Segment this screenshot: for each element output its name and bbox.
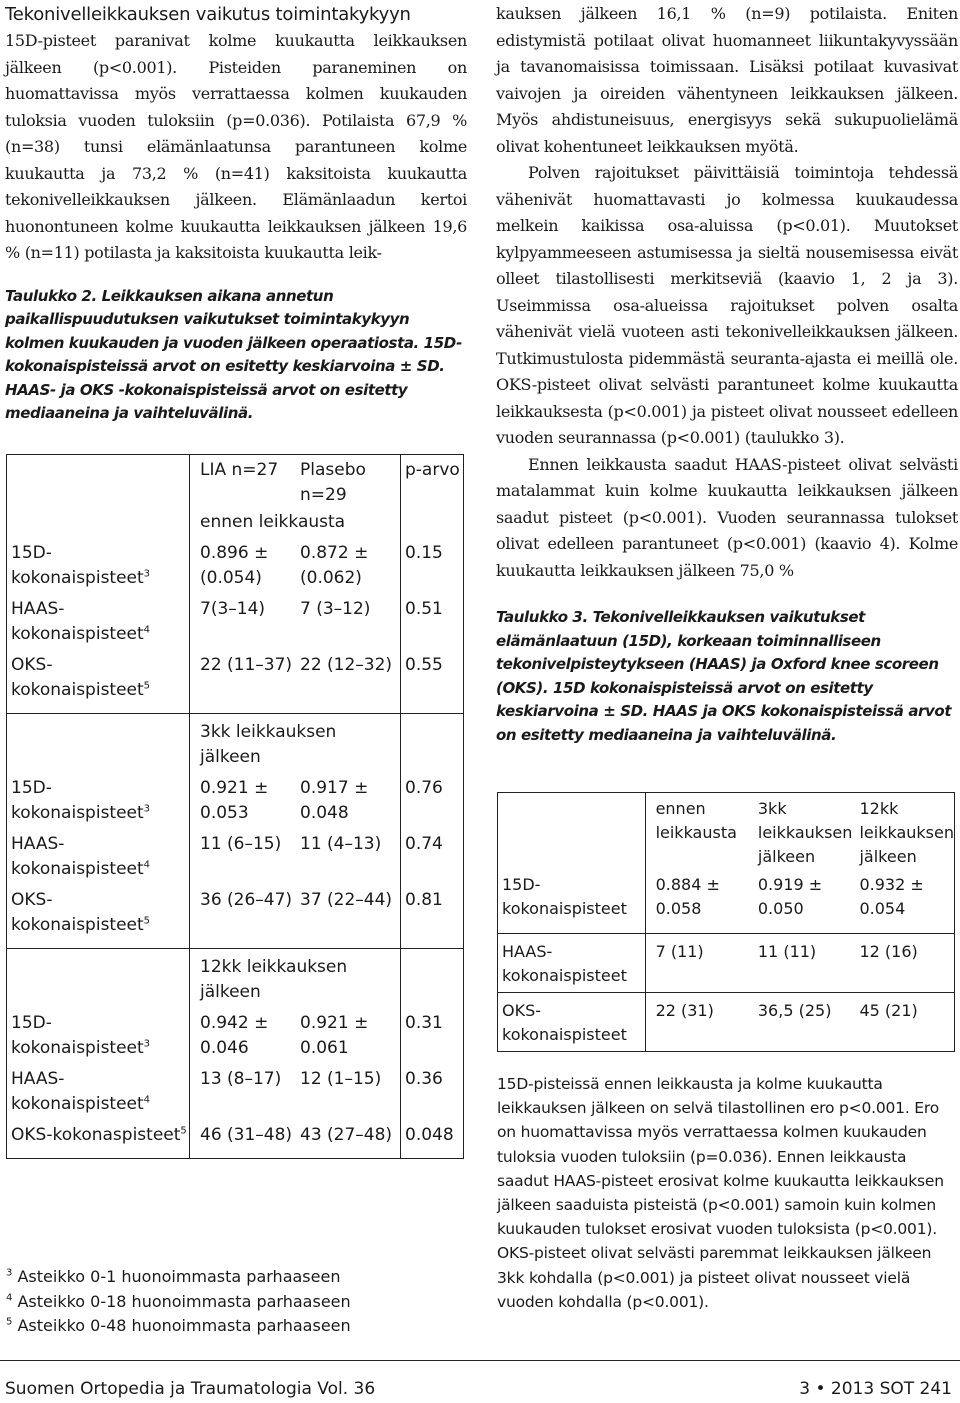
footnote-ref: 5 (180, 1125, 187, 1137)
table2-caption (5, 285, 467, 426)
table-row (498, 993, 955, 1052)
column-header: 3kk leikkauksen jälkeen (757, 799, 853, 866)
footnote-number: 5 (6, 1316, 13, 1328)
table2-group-row (7, 949, 464, 1006)
table2-header-row (7, 455, 464, 509)
p-value: 0.55 (401, 647, 464, 714)
header-empty (498, 793, 646, 870)
footnote-number: 4 (6, 1292, 13, 1304)
row-label: 15D-kokonaispisteet (498, 869, 646, 934)
row-label (7, 535, 190, 591)
footnote-line (6, 1265, 351, 1290)
row-label (7, 591, 190, 647)
p-value: 0.31 (401, 1005, 464, 1061)
journal-name: Suomen Ortopedia ja Traumatologia Vol. 36 (5, 1379, 376, 1399)
lia-value: 0.896 ± (0.054) (200, 543, 269, 588)
p-value: 0.048 (401, 1117, 464, 1159)
row-name: HAAS-kokonaispisteet (11, 599, 144, 644)
header-lia: LIA n=27 (200, 460, 279, 480)
p-value: 0.76 (401, 770, 464, 826)
footnote-text: Asteikko 0-18 huonoimmasta parhaaseen (17, 1291, 351, 1311)
table-2 (6, 454, 464, 1159)
page-footer (0, 1360, 960, 1403)
header-p-value: p-arvo (401, 455, 464, 509)
lia-value: 22 (11–37) (200, 655, 293, 675)
footnote-ref: 3 (143, 1038, 151, 1050)
table2-caption-label: Taulukko 2. (5, 286, 97, 305)
table3-caption (496, 606, 958, 747)
body-paragraph: 15D-pisteet paranivat kolme kuukautta leikkauksen jälkeen (p<0.001). Pisteiden paraneminen on huomattavissa myös verrattaessa kolmen kuukauden tuloksia vuoden tuloksiin (p=0.036). Potilaista 67,9 % (n=38) tunsi elämänlaatunsa parantuneen kolme kuukautta ja 73,2 % (n=41) kaksitoista kuukautta tekonivelleikkauksen jälkeen. Elämänlaadun kertoi huonontuneen kolme kuukautta leikkauksen jälkeen 19,6 % (n=11) potilasta ja kaksitoista kuukautta leik- (5, 31, 467, 262)
cell-value: 22 (31) (645, 993, 758, 1052)
table-row (7, 591, 464, 647)
p-value: 0.36 (401, 1061, 464, 1117)
row-name: 15D-kokonaispisteet (11, 778, 144, 823)
table2-caption-text: Leikkauksen aikana annetun paikallispuudutuksen vaikutukset toimintakykyyn kolmen kuukauden ja vuoden jälkeen operaatiosta. 15D-kokonaispisteissä arvot on esitetty keskiarvoina ± SD. HAAS- ja OKS -kokonaispisteissä arvot on esitetty mediaaneina ja vaihteluvälinä. (5, 286, 462, 422)
section-heading: Tekonivelleikkauksen vaikutus toimintakykyyn (5, 4, 411, 25)
group-label: 3kk leikkauksen jälkeen (190, 714, 401, 771)
table3-header-row (498, 793, 955, 870)
group-label: 12kk leikkauksen jälkeen (190, 949, 401, 1006)
row-label: OKS-kokonaispisteet (498, 993, 646, 1052)
group-label-empty (7, 714, 190, 771)
row-name: 15D-kokonaispisteet (11, 1013, 144, 1058)
cell-value: 12 (16) (857, 934, 954, 993)
table2-group-row (7, 508, 464, 535)
row-name: OKS-kokonaspisteet (11, 1125, 181, 1145)
group-label-empty (7, 508, 190, 535)
body-paragraph: Polven rajoitukset päivittäisiä toimintoja tehdessä vähenivät huomattavasti jo kolmessa kuukaudessa melkein kaikissa osa-aluissa (p<0.01). Muutokset kylpyammeeseen astumisessa ja sieltä nousemisessa eivät olleet tilastollisesti merkitseviä (kaavio 1, 2 ja 3). Useimmissa osa-alueissa rajoitukset polven osalta vähenivät vielä vuoteen asti tekonivelleikkauksen jälkeen. Tutkimustulosta pidemmästä seuranta-ajasta ei meillä ole. OKS-pisteet olivat selvästi parantuneet kolme kuukautta leikkauksesta (p<0.001) ja pisteet olivat nousseet edelleen vuoden seurannassa (p<0.001) (taulukko 3). (496, 163, 958, 447)
header-empty (7, 455, 190, 509)
group-label-empty (7, 949, 190, 1006)
row-label (7, 882, 190, 949)
table2-footnotes (6, 1265, 351, 1339)
row-name: HAAS-kokonaispisteet (11, 1069, 144, 1114)
footnote-line (6, 1290, 351, 1315)
group-p-empty (401, 714, 464, 771)
plasebo-value: 0.872 ± (0.062) (300, 543, 369, 588)
table-row (7, 647, 464, 714)
table-row (7, 1117, 464, 1159)
p-value: 0.51 (401, 591, 464, 647)
table-row (7, 770, 464, 826)
table3-caption-label: Taulukko 3. (496, 608, 588, 626)
plasebo-value: 0.917 ± 0.048 (300, 778, 369, 823)
table-row (498, 869, 955, 934)
table3-caption-text: Tekonivelleikkauksen vaikutukset elämänlaatuun (15D), korkeaan toiminnalliseen tekonivelpisteytykseen (HAAS) ja Oxford knee scoreen (OKS). 15D kokonaispisteissä arvot on esitetty keskiarvoina ± SD. HAAS ja OKS kokonaispisteissä arvot on esitetty mediaaneina ja vaihteluvälinä. (496, 608, 952, 744)
cell-value: 0.919 ± 0.050 (757, 875, 823, 918)
plasebo-value: 12 (1–15) (300, 1069, 382, 1089)
table-row (7, 535, 464, 591)
table-3 (497, 792, 955, 1052)
row-label (7, 1117, 190, 1159)
row-label: HAAS-kokonaispisteet (498, 934, 646, 993)
right-column (496, 0, 958, 747)
lia-value: 0.942 ± 0.046 (200, 1013, 269, 1058)
footnote-ref: 5 (143, 680, 151, 692)
footnote-number: 3 (6, 1267, 13, 1279)
body-paragraph: kauksen jälkeen 16,1 % (n=9) potilaista. Eniten edistymistä potilaat olivat huomanneet liikuntakyvyssään ja tavanomaisissa toimissaan. Lisäksi potilaat kuvasivat vaivojen ja oireiden vähentyneen leikkauksen jälkeen. Myös ahdistuneisuus, energisyys sekä sukupuolielämä olivat kohentuneet leikkauksen myötä. (496, 4, 958, 156)
p-value: 0.81 (401, 882, 464, 949)
cell-value: 0.932 ± 0.054 (859, 875, 924, 918)
footnote-line (6, 1314, 351, 1339)
footnote-ref: 3 (143, 568, 151, 580)
table-row (7, 1005, 464, 1061)
plasebo-value: 7 (3–12) (300, 599, 371, 619)
header-plasebo: Plasebo n=29 (300, 460, 366, 505)
row-label (7, 647, 190, 714)
table2-group-row (7, 714, 464, 771)
row-label (7, 1061, 190, 1117)
table-row (498, 934, 955, 993)
table-row (7, 826, 464, 882)
plasebo-value: 37 (22–44) (300, 890, 393, 910)
lia-value: 36 (26–47) (200, 890, 293, 910)
cell-value: 36,5 (25) (758, 993, 858, 1052)
column-header: 12kk leikkauksen jälkeen (859, 799, 954, 866)
footnote-text: Asteikko 0-48 huonoimmasta parhaaseen (17, 1316, 351, 1335)
row-name: OKS-kokonaispisteet (11, 890, 144, 935)
group-label: ennen leikkausta (200, 512, 346, 532)
row-label (7, 826, 190, 882)
left-column (5, 0, 467, 426)
group-p-empty (401, 949, 464, 1006)
body-paragraph: Ennen leikkausta saadut HAAS-pisteet olivat selvästi matalammat kuin kolme kuukautta leikkauksen jälkeen saadut pisteet (p<0.001). Vuoden seurannassa tulokset olivat edelleen parantuneet (p<0.001) (kaavio 4). Kolme kuukautta leikkauksen jälkeen 75,0 % (496, 454, 958, 580)
group-p-empty (401, 508, 464, 535)
row-name: OKS-kokonaispisteet (11, 655, 144, 700)
plasebo-value: 11 (4–13) (300, 834, 382, 854)
row-name: 15D-kokonaispisteet (11, 543, 144, 588)
cell-value: 45 (21) (857, 993, 954, 1052)
footnote-ref: 4 (143, 859, 151, 871)
footnote-text: Asteikko 0-1 huonoimmasta parhaaseen (17, 1267, 341, 1286)
row-label (7, 770, 190, 826)
lia-value: 0.921 ± 0.053 (200, 778, 269, 823)
plasebo-value: 0.921 ± 0.061 (300, 1013, 369, 1058)
lia-value: 11 (6–15) (200, 834, 282, 854)
row-name: HAAS-kokonaispisteet (11, 834, 144, 879)
plasebo-value: 22 (12–32) (300, 655, 393, 675)
footnote-ref: 4 (143, 624, 151, 636)
cell-value: 0.884 ± 0.058 (655, 875, 720, 918)
row-label (7, 1005, 190, 1061)
lia-value: 7(3–14) (200, 599, 266, 619)
plasebo-value: 43 (27–48) (300, 1125, 393, 1145)
footnote-ref: 4 (143, 1094, 151, 1106)
table-row (7, 882, 464, 949)
p-value: 0.74 (401, 826, 464, 882)
table3-note: 15D-pisteissä ennen leikkausta ja kolme kuukautta leikkauksen jälkeen on selvä tilastollinen ero p<0.001. Ero on huomattavissa myös verrattaessa kolmen kuukauden tuloksia vuoden tuloksiin (p=0.036). Ennen leikkausta saadut HAAS-pisteet erosivat kolme kuukautta leikkauksen jälkeen saaduista pisteistä (p<0.001) samoin kuin kolmen kuukauden tulokset erosivat vuoden tuloksista (p<0.001). OKS-pisteet olivat selvästi paremmat leikkauksen jälkeen 3kk kohdalla (p<0.001) ja pisteet olivat nousseet vielä vuoden kohdalla (p<0.001). (497, 1075, 944, 1311)
cell-value: 7 (11) (645, 934, 758, 993)
lia-value: 46 (31–48) (200, 1125, 293, 1145)
table-row (7, 1061, 464, 1117)
footnote-ref: 5 (143, 915, 151, 927)
lia-value: 13 (8–17) (200, 1069, 282, 1089)
column-header: ennen leikkausta (655, 799, 737, 842)
cell-value: 11 (11) (758, 934, 858, 993)
p-value: 0.15 (401, 535, 464, 591)
footnote-ref: 3 (143, 803, 151, 815)
issue-page: 3 • 2013 SOT 241 (799, 1379, 952, 1399)
